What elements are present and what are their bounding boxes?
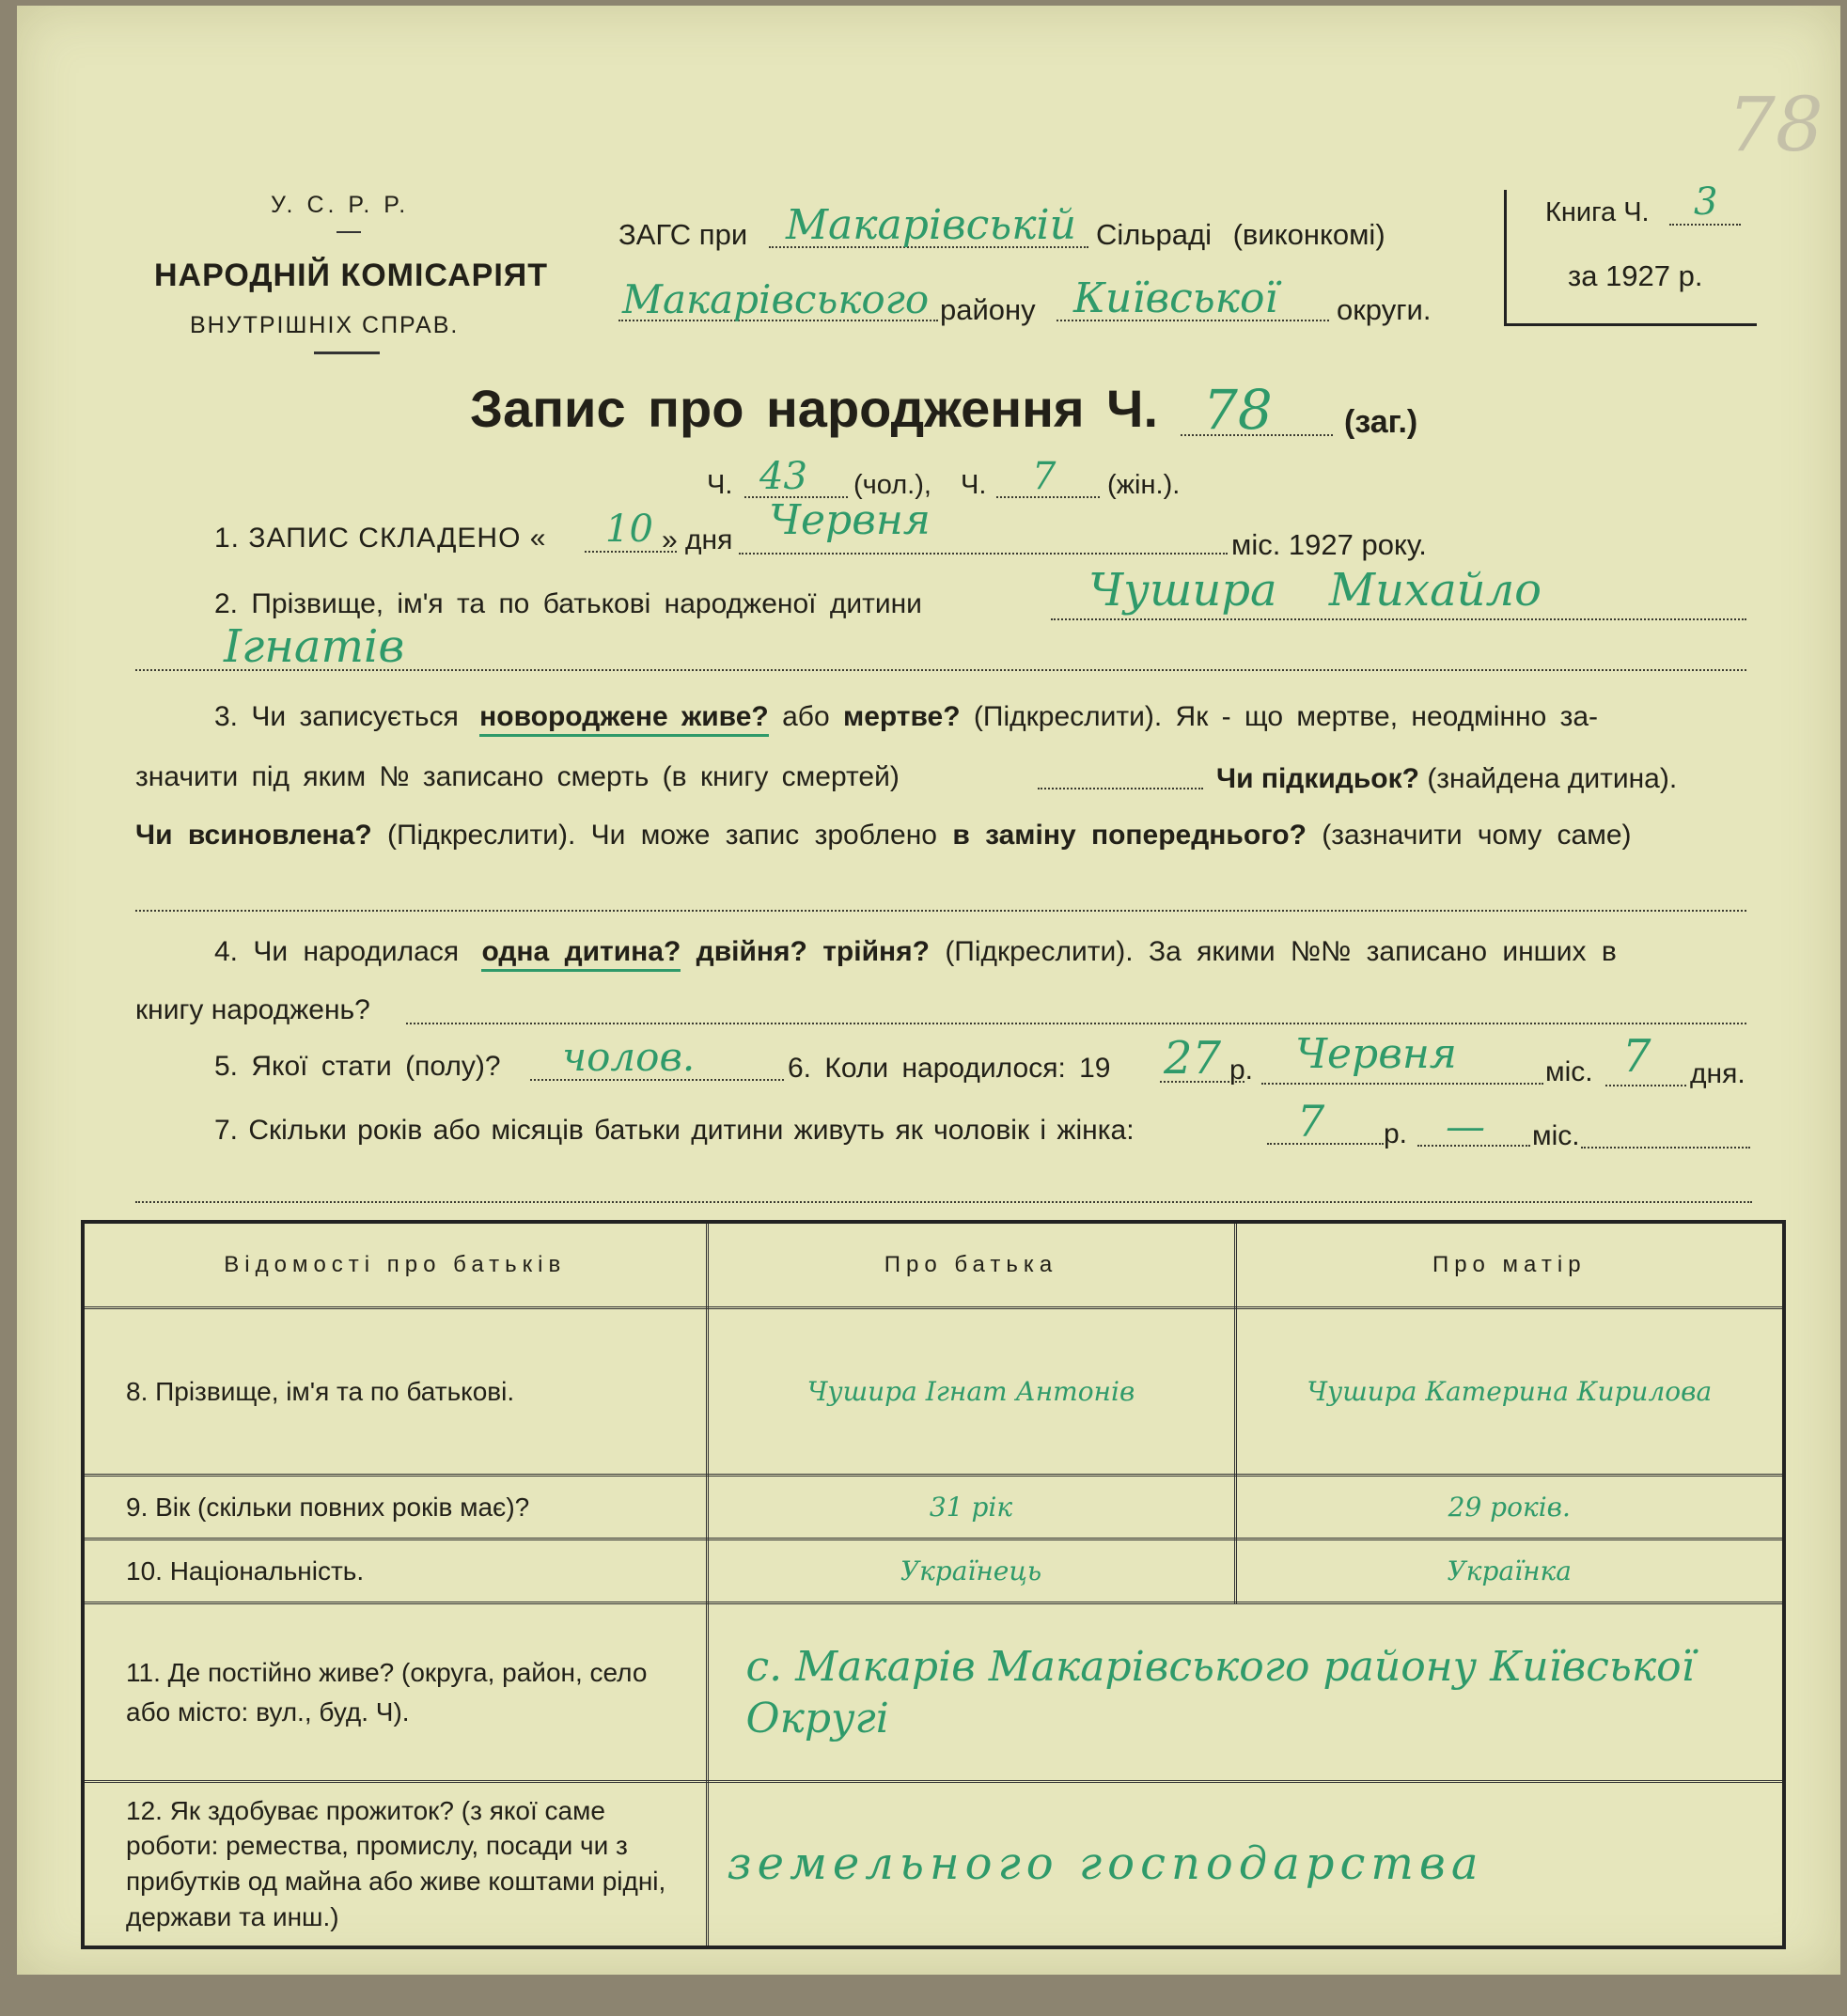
table-row [83,1539,1784,1603]
zags-village-value: Макарівській [786,201,1076,249]
mother-nationality: Українка [1235,1539,1784,1603]
table-row [83,1782,1784,1947]
district-label: району [940,293,1036,326]
f3-adopted: Чи всиновлена? [135,820,372,851]
f3-a: 3. Чи записується [214,701,459,732]
residence-value: с. Макарів Макарівського району Київської Округі [707,1603,1784,1782]
zags-suffix: Сільраді (виконкомі) [1096,218,1385,251]
f6-r: р. [1229,1055,1254,1086]
f1-day: 10 [605,508,653,551]
f6-month: Червня [1295,1030,1457,1078]
f6-dnia: дня. [1690,1058,1745,1089]
f2-label: 2. Прізвище, ім'я та по батькові народженої дитини [214,588,922,619]
female-number: 7 [1032,455,1057,498]
header-mother: Про матір [1235,1222,1784,1308]
zags-prefix: ЗАГС при [618,218,748,251]
header-divider [337,231,361,233]
f3-line-2-end [1216,763,1677,795]
f7-years-line [1267,1143,1384,1145]
table-row [83,1476,1784,1539]
female-prefix: Ч. [961,470,987,500]
father-nationality: Українець [707,1539,1235,1603]
f7-mis: міс. [1532,1120,1580,1151]
f3-foundling: Чи підкидьок? [1216,763,1419,794]
table-header-row [83,1222,1784,1308]
male-label: (чол.), [853,470,931,500]
f5-value: чолов. [562,1034,696,1080]
row-label-residence: 11. Де постійно живе? (округа, район, село або місто: вул., буд. Ч). [83,1603,707,1782]
f3-death-line [1038,788,1203,789]
f4-single: одна дитина? [481,936,681,972]
mother-age: 29 років. [1235,1476,1784,1539]
f1-mid: » дня [662,524,733,555]
book-label: Книга Ч. [1545,197,1650,227]
page-number: 78 [1728,81,1824,168]
mother-name: Чушира Катерина Кирилова [1235,1308,1784,1476]
f6-day: 7 [1622,1030,1651,1083]
row-label-nationality: 10. Національність. [83,1539,707,1603]
parents-table [81,1220,1786,1949]
record-suffix: (заг.) [1344,404,1418,440]
f4-line [406,1023,1746,1024]
f6-label: 6. Коли народилося: 19 [788,1053,1111,1084]
f6-day-line [1605,1085,1686,1086]
birth-record-form [17,6,1840,1975]
income-value: земельного господарства [707,1782,1784,1947]
f1-month: Червня [769,496,931,544]
row-label-income: 12. Як здобуває прожиток? (з якої саме роботи: ремества, промислу, посади чи з прибутків од майна або живе коштами рідні, держави та инш.) [83,1782,707,1947]
header-father: Про батька [707,1222,1235,1308]
record-number: 78 [1203,378,1273,442]
f2-value-2: Ігнатів [224,620,405,673]
okrug-label: округи. [1337,293,1432,326]
male-prefix: Ч. [707,470,733,500]
table-row [83,1603,1784,1782]
f7-label: 7. Скільки років або місяців батьки дитини живуть як чоловік і жінка: [214,1115,1135,1146]
book-number: 3 [1694,180,1718,224]
f3-d: (знайдена дитина). [1427,763,1678,794]
f4-twins: двійня? трійня? [696,936,930,967]
book-number-line [1669,224,1741,226]
f6-mis: міс. [1545,1056,1593,1087]
header-divider-2 [314,352,380,354]
f4-b: (Підкреслити). За якими №№ записано инших в [945,936,1617,967]
f4-c: книгу народжень? [135,994,370,1025]
row-label-name: 8. Прізвище, ім'я та по батькові. [83,1308,707,1476]
male-number: 43 [759,455,807,498]
f3-replace: в заміну попереднього? [952,820,1307,851]
f3-dead: мертве? [843,701,961,732]
f3-blank-line [135,910,1746,912]
record-title: Запис про народження Ч. [470,379,1159,438]
f1-month-line [739,553,1228,555]
f3-line-1 [214,701,1598,733]
f1-end: міс. 1927 року. [1231,528,1427,561]
f3-e: (Підкреслити). Чи може запис зроблено [387,820,937,851]
header-parents-info: Відомості про батьків [83,1222,707,1308]
f3-or: або [782,701,830,732]
father-name: Чушира Ігнат Антонів [707,1308,1235,1476]
f4-a: 4. Чи народилася [214,936,460,967]
f3-b: (Підкреслити). Як - що мертве, неодмінно за- [973,701,1599,732]
f3-line-3 [135,820,1632,852]
f7-end-line [1581,1147,1750,1149]
f3-alive: новороджене живе? [479,701,769,737]
table-row [83,1308,1784,1476]
commissariat-label: НАРОДНІЙ КОМІСАРІЯТ [154,258,548,293]
f3-c: значити під яким № записано смерть (в книгу смертей) [135,761,900,792]
district-value: Макарівського [622,276,930,322]
f4-line-1 [214,936,1617,968]
f2-value-1: Чушира Михайло [1088,564,1542,617]
f6-year: 27 [1164,1032,1222,1085]
book-year: за 1927 р. [1568,259,1703,292]
female-label: (жін.). [1107,470,1181,500]
republic-label: У. С. Р. Р. [271,192,410,218]
f7-blank-line [135,1201,1752,1203]
department-label: ВНУТРІШНІХ СПРАВ. [190,312,460,338]
f6-month-line [1261,1083,1543,1085]
f7-months: — [1446,1103,1485,1149]
father-age: 31 рік [707,1476,1235,1539]
f7-years: 7 [1297,1096,1325,1147]
f3-f: (зазначити чому саме) [1322,820,1632,851]
okrug-value: Київської [1073,274,1278,322]
f7-r: р. [1384,1118,1408,1149]
row-label-age: 9. Вік (скільки повних років має)? [83,1476,707,1539]
f1-label: 1. ЗАПИС СКЛАДЕНО « [214,523,547,554]
f2-line-1 [1051,618,1746,620]
f5-label: 5. Якої стати (полу)? [214,1051,501,1082]
